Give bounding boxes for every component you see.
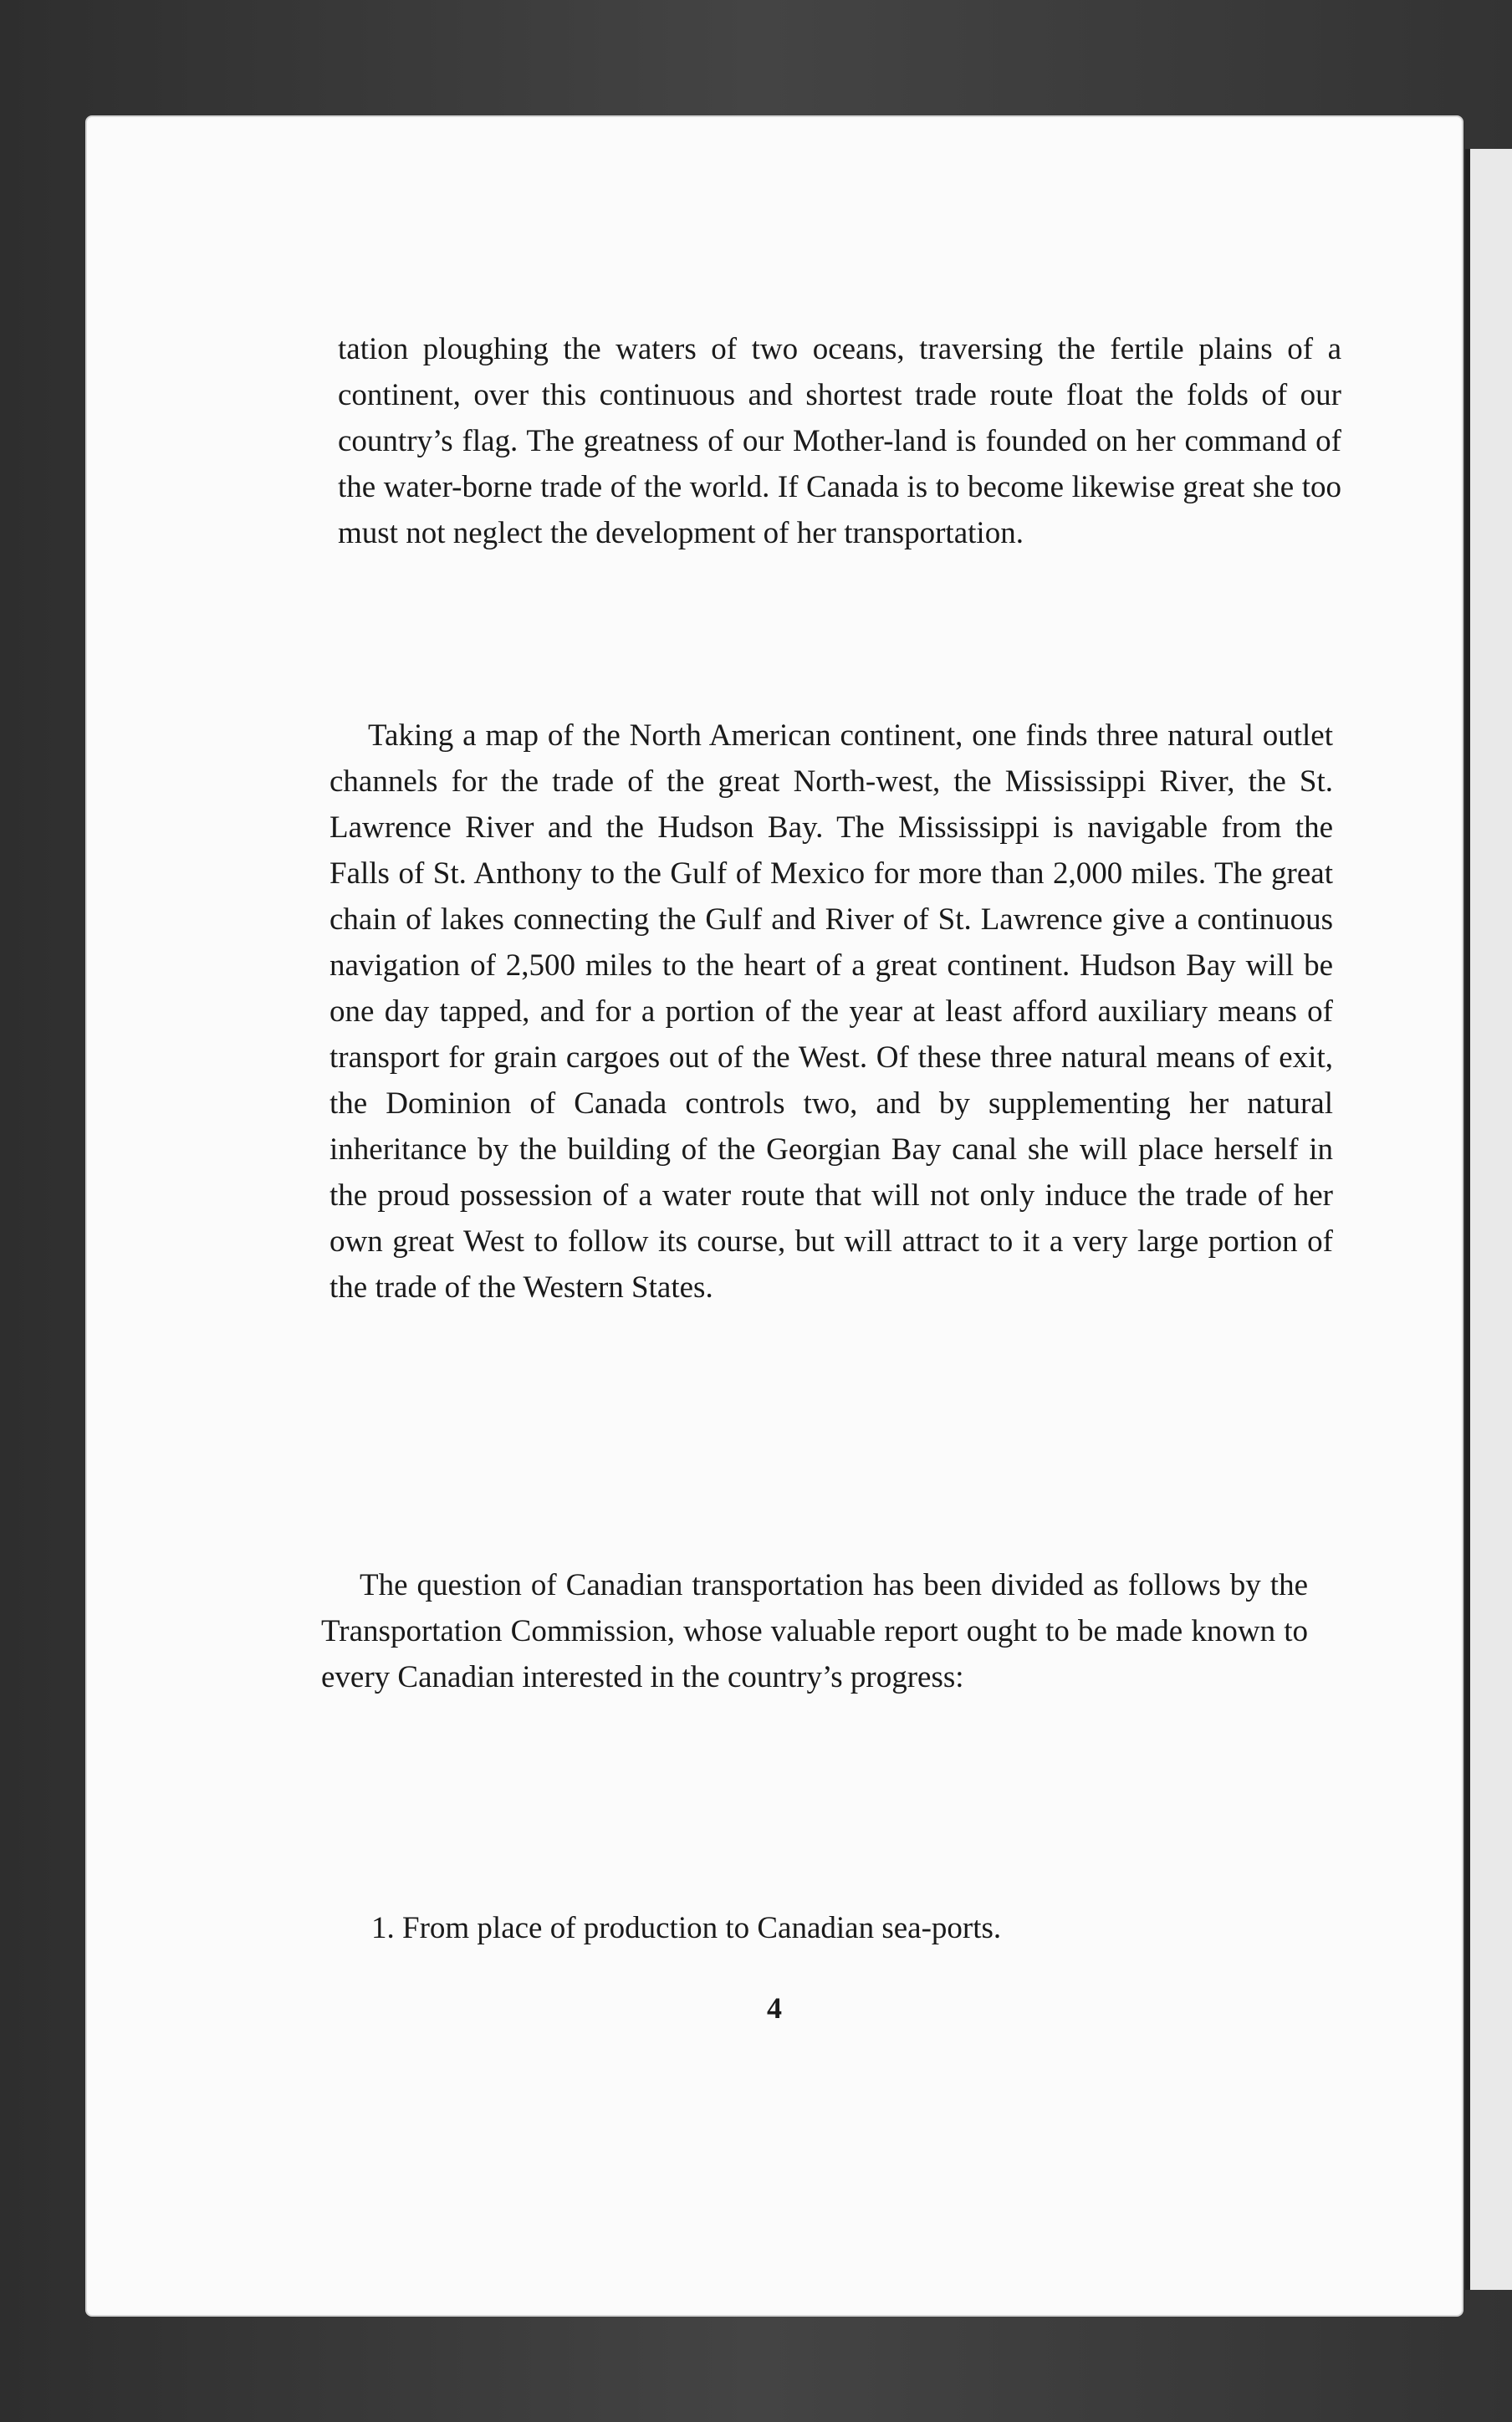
paragraph-1: tation ploughing the waters of two oceans, traversing the fertile plains of a continent, over this continuous and shortest trade route float the folds of our country’s flag. The greatness of our Mother-land is founded on her command of the water-borne trade of the world. If Canada is to become likewise great she too must not neglect the development of her transportation. [338, 332, 1341, 550]
list-item-1: 1. From place of production to Canadian sea-ports. [371, 1911, 1002, 1945]
paragraph-2: Taking a map of the North American continent, one finds three natural outlet channels for the trade of the great North-west, the Mississippi River, the St. Lawrence River and the Hudson Bay. The Mississippi is navigable from the Falls of St. Anthony to the Gulf of Mexico for more than 2,000 miles. The great chain of lakes connecting the Gulf and River of St. Lawrence give a continuous navigation of 2,500 miles to the heart of a great continent. Hudson Bay will be one day tapped, and for a portion of the year at least afford auxiliary means of transport for grain cargoes out of the West. Of these three natural means of exit, the Dominion of Canada controls two, and by supplementing her natural inheritance by the building of the Georgian Bay canal she will place herself in the proud possession of a water route that will not only induce the trade of her own great West to follow its course, but will attract to it a very large portion of the trade of the Western States. [329, 718, 1333, 1305]
document-page [87, 117, 1462, 2315]
page-number: 4 [767, 1991, 782, 2025]
paragraph-3: The question of Canadian transportation has been divided as follows by the Transportation Commission, whose valuable report ought to be made known to every Canadian interested in the country’s progress: [321, 1568, 1308, 1694]
adjacent-page-edge [1465, 149, 1512, 2290]
